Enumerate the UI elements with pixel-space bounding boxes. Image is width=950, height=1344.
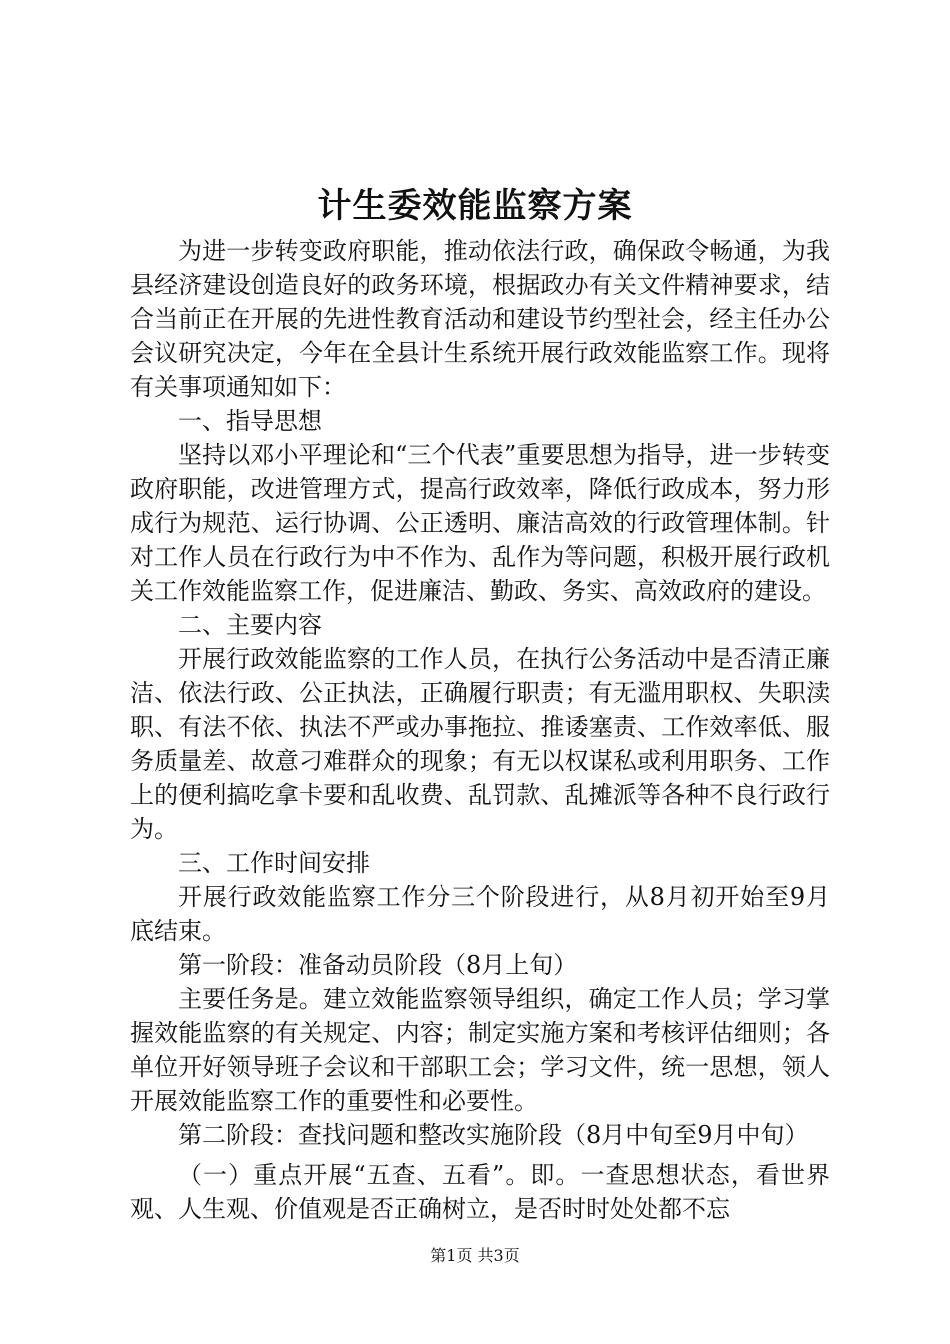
document-body (130, 234, 830, 1226)
paragraph-phase-one: 主要任务是。建立效能监察领导组织，确定工作人员；学习掌握效能监察的有关规定、内容；制定实施方案和考核评估细则；各单位开好领导班子会议和干部职工会；学习文件，统一思想，领人开展效能监察工作的重要性和必要性。 (130, 985, 830, 1115)
heading-phase-two: 第二阶段：查找问题和整改实施阶段（8月中旬至9月中旬） (178, 1121, 809, 1149)
page-footer: 第1页 共3页 (430, 1246, 520, 1265)
heading-guiding-ideology: 一、指导思想 (178, 407, 322, 435)
heading-main-content: 二、主要内容 (178, 611, 322, 639)
paragraph-guiding-ideology: 坚持以邓小平理论和“三个代表”重要思想为指导，进一步转变政府职能，改进管理方式，提高行政效率，降低行政成本，努力形成行为规范、运行协调、公正透明、廉洁高效的行政管理体制。针对工作人员在行政行为中不作为、乱作为等问题，积极开展行政机关工作效能监察工作，促进廉洁、勤政、务实、高效政府的建设。 (130, 441, 830, 605)
paragraph-intro: 为进一步转变政府职能，推动依法行政，确保政令畅通，为我县经济建设创造良好的政务环境，根据政办有关文件精神要求，结合当前正在开展的先进性教育活动和建设节约型社会，经主任办公会议研究决定，今年在全县计生系统开展行政效能监察工作。现将有关事项通知如下： (130, 237, 830, 401)
document-title: 计生委效能监察方案 (317, 186, 633, 226)
heading-schedule: 三、工作时间安排 (178, 849, 370, 877)
paragraph-schedule: 开展行政效能监察工作分三个阶段进行，从8月初开始至9月底结束。 (130, 883, 830, 945)
heading-phase-one: 第一阶段：准备动员阶段（8月上旬） (178, 951, 578, 979)
paragraph-phase-two-item-one: （一）重点开展“五查、五看”。即。一查思想状态，看世界观、人生观、价值观是否正确树立，是否时时处处都不忘 (130, 1161, 830, 1223)
paragraph-main-content: 开展行政效能监察的工作人员，在执行公务活动中是否清正廉洁、依法行政、公正执法，正确履行职责；有无滥用职权、失职渎职、有法不依、执法不严或办事拖拉、推诿塞责、工作效率低、服务质量差、故意刁难群众的现象；有无以权谋私或利用职务、工作上的便利搞吃拿卡要和乱收费、乱罚款、乱摊派等各种不良行政行为。 (130, 645, 830, 843)
